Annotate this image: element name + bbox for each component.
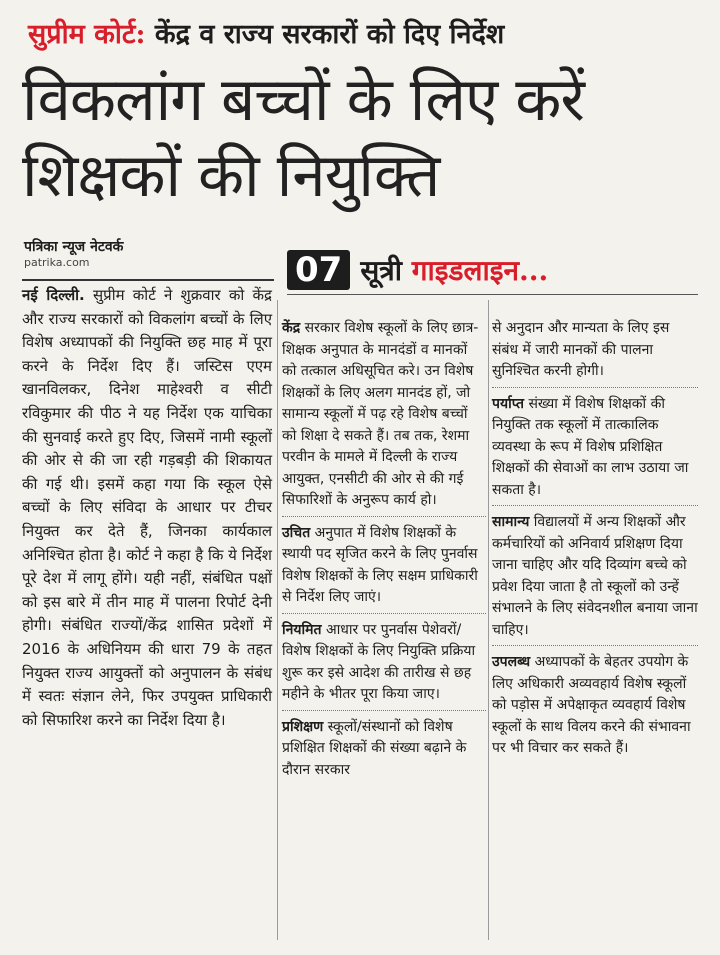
guidelines-rule bbox=[287, 294, 698, 295]
guideline-lead: प्रशिक्षण bbox=[282, 718, 324, 735]
guideline-item bbox=[282, 318, 486, 517]
kicker-line bbox=[28, 14, 504, 51]
guideline-text: स्कूलों/संस्थानों को विशेष प्रशिक्षित शिक्षकों की संख्या बढ़ाने के दौरान सरकार bbox=[282, 718, 467, 778]
byline-site: patrika.com bbox=[24, 256, 90, 269]
guidelines-title bbox=[360, 251, 548, 289]
kicker-text: केंद्र व राज्य सरकारों को दिए निर्देश bbox=[145, 19, 505, 50]
guidelines-title-red: गाइडलाइन... bbox=[411, 254, 549, 287]
column-divider-1 bbox=[277, 300, 278, 940]
guidelines-header bbox=[287, 250, 548, 290]
guideline-item bbox=[282, 717, 486, 786]
guideline-lead: केंद्र bbox=[282, 320, 301, 336]
guidelines-title-black: सूत्री bbox=[360, 254, 402, 287]
guideline-item bbox=[492, 318, 698, 388]
column-divider-2 bbox=[488, 300, 489, 940]
dateline: नई दिल्ली. bbox=[22, 286, 85, 304]
main-story-body: सुप्रीम कोर्ट ने शुक्रवार को केंद्र और राज्य सरकारों को विकलांग बच्चों के लिए विशेष अध्यापकों की नियुक्ति छह माह में पूरा करने के निर्देश दिए हैं। जस्टिस एएम खानविलकर, दिनेश माहेश्वरी व सीटी रविकुमार की पीठ ने यह निर्देश एक याचिका की सुनवाई करते हुए दिए, जिसमें नामी स्कूलों की ओर से की जा रही गड़बड़ी की शिकायत की गई थी। इसमें कहा गया कि स्कूल ऐसे बच्चों के लिए संविदा के आधार पर टीचर नियुक्त कर देते हैं, जिनका कार्यकाल अनिश्चित होता है। कोर्ट ने कहा है कि ये निर्देश पूरे देश में लागू होंगे। यही नहीं, संबंधित पक्षों को इस बारे में तीन माह में पालना रिपोर्ट देनी होगी। संबंधित राज्यों/केंद्र शासित प्रदेशों में 2016 के अधिनियम की धारा 79 के तहत नियुक्त राज्य आयुक्तों को अनुपालन के संबंध में स्वतः संज्ञान लेने, फिर उपयुक्त प्राधिकारी को सिफारिश करने का निर्देश दिया है। bbox=[22, 286, 273, 729]
guideline-lead: पर्याप्त bbox=[492, 395, 524, 412]
guideline-text: विद्यालयों में अन्य शिक्षकों और कर्मचारियों को अनिवार्य प्रशिक्षण दिया जाना चाहिए और यदि दिव्यांग बच्चे को प्रवेश दिया जाता है तो स्कूलों को उन्हें संभालने के लिए संवेदनशील बनाया जाना चाहिए। bbox=[492, 514, 698, 638]
guidelines-column-2 bbox=[492, 318, 698, 770]
headline bbox=[22, 62, 702, 214]
guideline-lead: सामान्य bbox=[492, 514, 530, 530]
guideline-lead: उपलब्ध bbox=[492, 654, 531, 670]
headline-line-2: शिक्षकों की नियुक्ति bbox=[22, 141, 440, 211]
byline-agency: पत्रिका न्यूज नेटवर्क bbox=[24, 239, 124, 255]
byline-rule bbox=[22, 279, 274, 281]
guideline-lead: उचित bbox=[282, 524, 311, 541]
guideline-text: से अनुदान और मान्यता के लिए इस संबंध में जारी मानकों की पालना सुनिश्चित करनी होगी। bbox=[492, 320, 670, 379]
kicker-label: सुप्रीम कोर्ट: bbox=[28, 19, 146, 50]
guideline-item bbox=[492, 394, 698, 507]
guideline-text: अध्यापकों के बेहतर उपयोग के लिए अधिकारी अव्यवहार्य विशेष स्कूलों को पड़ोस में अपेक्षाकृत व्यवहार्य विशेष स्कूलों के साथ विलय करने की संभावना पर भी विचार कर सकते हैं। bbox=[492, 654, 691, 756]
guideline-text: संख्या में विशेष शिक्षकों की नियुक्ति तक स्कूलों में तात्कालिक व्यवस्था के रूप में विशेष प्रशिक्षित शिक्षकों की सेवाओं का लाभ उठाया जा सकता है। bbox=[492, 395, 689, 498]
guidelines-column-1 bbox=[282, 318, 486, 791]
main-story-paragraph bbox=[22, 284, 272, 732]
byline bbox=[24, 237, 123, 269]
guideline-text: आधार पर पुनर्वास पेशेवरों/विशेष शिक्षकों के लिए नियुक्ति प्रक्रिया शुरू कर इसे आदेश की तारीख से छह महीने के भीतर पूरा किया जाए। bbox=[282, 621, 476, 702]
guideline-lead: नियमित bbox=[282, 621, 322, 638]
main-story bbox=[22, 284, 272, 732]
headline-line-1: विकलांग बच्चों के लिए करें bbox=[22, 65, 584, 135]
guidelines-number: 07 bbox=[287, 250, 350, 290]
guideline-text: अनुपात में विशेष शिक्षकों के स्थायी पद सृजित करने के लिए पुनर्वास विशेष शिक्षकों के लिए सक्षम प्राधिकारी से निर्देश लिए जाएं। bbox=[282, 524, 478, 605]
guideline-item bbox=[492, 652, 698, 764]
guideline-item bbox=[282, 620, 486, 711]
guideline-item bbox=[492, 512, 698, 646]
guideline-text: सरकार विशेष स्कूलों के लिए छात्र-शिक्षक अनुपात के मानदंडों व मानकों को तत्काल अधिसूचित करे। उन विशेष शिक्षकों के लिए अलग मानदंड हों, जो सामान्य स्कूलों में पढ़ रहे विशेष बच्चों को शिक्षा दे सकते हैं। तब तक, रेशमा परवीन के मामले में दिल्ली के राज्य आयुक्त, एनसीटी की ओर से की गई सिफारिशों के अनुरूप कार्य हो। bbox=[282, 320, 479, 508]
guideline-item bbox=[282, 523, 486, 614]
